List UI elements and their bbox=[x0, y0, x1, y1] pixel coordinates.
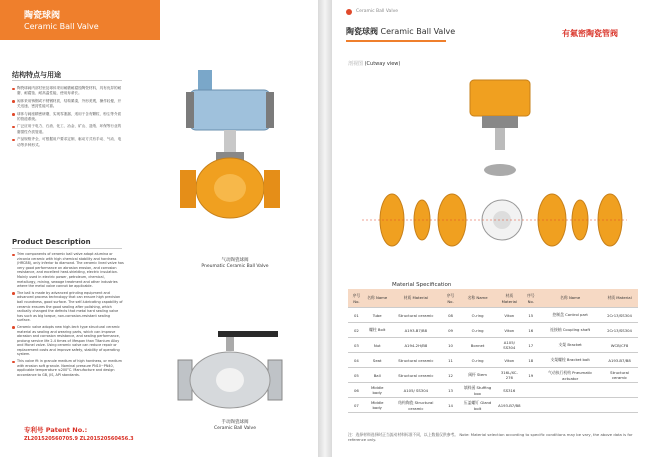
table-cell: Viton bbox=[496, 308, 522, 323]
table-cell: 05 bbox=[348, 368, 365, 383]
table-cell: 填料函 Stuffing box bbox=[459, 383, 496, 398]
table-cell: Viton bbox=[496, 323, 522, 338]
divider bbox=[12, 248, 122, 249]
table-cell: 10 bbox=[442, 338, 459, 353]
table-cell: A193-B7/B8 bbox=[496, 398, 522, 413]
table-header-cell: 名称 Name bbox=[459, 289, 496, 308]
table-cell: 螺柱 Bolt bbox=[365, 323, 390, 338]
table-header-cell: 序号 No. bbox=[348, 289, 365, 308]
table-cell: O-ring bbox=[459, 308, 496, 323]
table-cell: A194-2H/B8 bbox=[390, 338, 442, 353]
product-desc-title: Product Description bbox=[12, 238, 91, 246]
table-cell: A105/ SS304 bbox=[390, 383, 442, 398]
table-row bbox=[348, 308, 638, 323]
table-cell: Seat bbox=[365, 353, 390, 368]
table-header-cell: 序号 No. bbox=[522, 289, 539, 308]
cutaway-zh: 剖视图 bbox=[348, 61, 364, 67]
spec-title: Material Specification bbox=[392, 282, 452, 288]
table-cell: 控制盘 Control part bbox=[539, 308, 601, 323]
table-header-cell: 序号 No. bbox=[442, 289, 459, 308]
table-cell: Viton bbox=[496, 353, 522, 368]
features-list bbox=[12, 86, 122, 150]
feature-item: 产品规格齐全，可根据用户要求定制，驱动方式有手动、气动、电动等多种形式。 bbox=[12, 137, 122, 148]
desc-item: Trim components of ceramic ball valve adopt alumina or zirconia ceramic with high chemical stability and hardness (HRC88), only inferior to diamond. The ceramic lined valve has very good performance on abrasion erosion, and corrosion resistance, and excellent heat-shielding, electric insulation. Mainly used in electric power, petroleum, chemical, metallurgy, mining, sewage treatment and other industries where the metal valve cannot be applicable. bbox=[12, 252, 124, 289]
title-underline bbox=[346, 40, 446, 42]
table-cell: 11 bbox=[442, 353, 459, 368]
table-row bbox=[348, 338, 638, 353]
table-cell bbox=[601, 383, 638, 398]
table-cell: 09 bbox=[442, 323, 459, 338]
table-cell: 19 bbox=[522, 368, 539, 383]
cutaway-label bbox=[348, 60, 400, 67]
table-cell: 03 bbox=[348, 338, 365, 353]
table-cell: Structural ceramic bbox=[390, 353, 442, 368]
pneumatic-valve-image bbox=[160, 60, 300, 250]
table-cell: 316L/XC-276 bbox=[496, 368, 522, 383]
table-row bbox=[348, 383, 638, 398]
patent-label: 专利号 Patent No.: bbox=[24, 426, 88, 434]
feature-item: 广泛应用于电力、石油、化工、冶金、矿山、造纸、环保等行业的磨损性介质管道。 bbox=[12, 124, 122, 135]
table-cell: Structural ceramic bbox=[390, 368, 442, 383]
table-cell: O-ring bbox=[459, 323, 496, 338]
table-cell bbox=[601, 398, 638, 413]
table-cell: 气动执行机构 Pneumatic actuator bbox=[539, 368, 601, 383]
table-cell: 支架螺栓 Bracket bolt bbox=[539, 353, 601, 368]
caption-en: Pneumatic Ceramic Ball Valve bbox=[201, 264, 269, 269]
table-cell: 连接轴 Coupling shaft bbox=[539, 323, 601, 338]
table-cell bbox=[539, 383, 601, 398]
table-row bbox=[348, 368, 638, 383]
feature-item: 球体与阀座精密研磨，实现零泄漏，适用于含有颗粒、粉尘等介质的管道系统。 bbox=[12, 112, 122, 123]
brand-mark: 有氟密陶瓷管阀 bbox=[562, 29, 618, 38]
cutaway-en: (Cutway view) bbox=[364, 61, 401, 67]
table-cell: Structural ceramic bbox=[390, 308, 442, 323]
table-cell: A193-B7/B8 bbox=[601, 353, 638, 368]
caption-manual bbox=[200, 420, 270, 432]
table-header-row bbox=[348, 289, 638, 308]
caption-zh: 气动陶瓷球阀 bbox=[221, 258, 249, 263]
exploded-view-diagram bbox=[352, 70, 632, 275]
table-cell: SS316 bbox=[496, 383, 522, 398]
page-title bbox=[346, 26, 455, 37]
caption-pneumatic bbox=[200, 258, 270, 270]
product-desc-list bbox=[12, 252, 124, 379]
feature-item: 阀体采用铸钢或不锈钢材质，结构紧凑，外形美观，操作轻便，开关迅速，密封性能可靠。 bbox=[12, 99, 122, 110]
table-cell: A193-B7/B8 bbox=[390, 323, 442, 338]
table-cell: 08 bbox=[442, 308, 459, 323]
table-cell: 13 bbox=[442, 383, 459, 398]
table-cell: 07 bbox=[348, 398, 365, 413]
table-cell: Middle body bbox=[365, 398, 390, 413]
table-cell: 阀杆 Stem bbox=[459, 368, 496, 383]
table-cell: 02 bbox=[348, 323, 365, 338]
divider bbox=[12, 80, 122, 81]
left-page bbox=[0, 0, 318, 457]
table-cell: 2Cr13/SS304 bbox=[601, 308, 638, 323]
table-cell: Middle body bbox=[365, 383, 390, 398]
table-cell bbox=[522, 383, 539, 398]
table-cell: Structural ceramic bbox=[601, 368, 638, 383]
caption-en: Ceramic Ball Valve bbox=[213, 426, 256, 431]
table-cell: 18 bbox=[522, 353, 539, 368]
table-row bbox=[348, 323, 638, 338]
table-cell: Ball bbox=[365, 368, 390, 383]
table-cell: 15 bbox=[522, 308, 539, 323]
desc-item: The ball is made by advanced grinding equipment and advanced process technology that can ensure high precision ball roundness, good surface. The self-lubricating capability of ceramic ensures the good sealing after polishing, which radically changed the defects that metal hard sealing valve has such as big torque, non-corrosion-resistant sealing surface. bbox=[12, 291, 124, 323]
manual-valve-image bbox=[168, 325, 298, 420]
desc-item: This valve fit in granule medium of high hardness, or medium with erosion soft granule. Nominal pressure PN10~PN40, applicable temperature ≤200°C. Manufacture and design accordance to GB, JIS, API standards. bbox=[12, 359, 124, 377]
table-header-cell: 名称 Name bbox=[365, 289, 390, 308]
table-cell: 14 bbox=[442, 398, 459, 413]
patent-numbers: ZL201520560705.9 ZL201520560456.3 bbox=[24, 436, 134, 442]
table-cell bbox=[522, 398, 539, 413]
logo-dot-icon bbox=[346, 9, 352, 15]
table-header-cell: 材质 Material bbox=[496, 289, 522, 308]
table-cell: 01 bbox=[348, 308, 365, 323]
table-cell: 支架 Bracket bbox=[539, 338, 601, 353]
book-gutter bbox=[318, 0, 332, 457]
footnote: 注：选择材料选择时正当流动材料标准不同，以上数据仅供参考。 Note: Material selection according to specific conditions may be vary, the above data is for reference only. bbox=[348, 432, 633, 442]
top-label: Ceramic Ball Valve bbox=[356, 9, 399, 14]
title-en: Ceramic Ball Valve bbox=[380, 27, 456, 36]
header-title-en: Ceramic Ball Valve bbox=[24, 22, 99, 31]
table-cell: O-ring bbox=[459, 353, 496, 368]
table-header-cell: 材质 Material bbox=[390, 289, 442, 308]
title-zh: 陶瓷球阀 bbox=[346, 27, 378, 36]
table-cell: 17 bbox=[522, 338, 539, 353]
table-cell: 2Cr13/SS304 bbox=[601, 323, 638, 338]
material-spec-table bbox=[348, 289, 638, 413]
features-title: 结构特点与用途 bbox=[12, 71, 61, 79]
table-cell: Bonnet bbox=[459, 338, 496, 353]
page-header bbox=[0, 0, 160, 40]
table-cell: 结构陶瓷 Structural ceramic bbox=[390, 398, 442, 413]
table-cell: A105/ SS304 bbox=[496, 338, 522, 353]
table-cell: 12 bbox=[442, 368, 459, 383]
caption-zh: 手动陶瓷球阀 bbox=[221, 420, 249, 425]
feature-item: 陶瓷球阀内部衬里及球体采用耐磨耐腐蚀陶瓷材料，具有优异的耐磨、耐腐蚀、耐高温性能，使用寿命长。 bbox=[12, 86, 122, 97]
table-row bbox=[348, 353, 638, 368]
desc-item: Ceramic valve adopts new high-tech type structural ceramic material as sealing and wearing parts, which can improve abrasion and corrosion resistance, and sealing performance, prolong service life 2-4 times of lifespan than Titanium Alloy and Monel valve. Using ceramic valve can reduce repair or replacement costs and improve safety, stability of operating system. bbox=[12, 325, 124, 357]
table-cell: 06 bbox=[348, 383, 365, 398]
header-title-zh: 陶瓷球阀 bbox=[24, 11, 61, 21]
table-header-cell: 材质 Material bbox=[601, 289, 638, 308]
table-cell bbox=[539, 398, 601, 413]
table-cell: WCB/CF8 bbox=[601, 338, 638, 353]
table-header-cell: 名称 Name bbox=[539, 289, 601, 308]
table-cell: 04 bbox=[348, 353, 365, 368]
table-cell: 压盖螺钉 Gland bolt bbox=[459, 398, 496, 413]
table-cell: Nut bbox=[365, 338, 390, 353]
table-cell: Tube bbox=[365, 308, 390, 323]
right-page bbox=[332, 0, 650, 457]
table-row bbox=[348, 398, 638, 413]
table-cell: 16 bbox=[522, 323, 539, 338]
